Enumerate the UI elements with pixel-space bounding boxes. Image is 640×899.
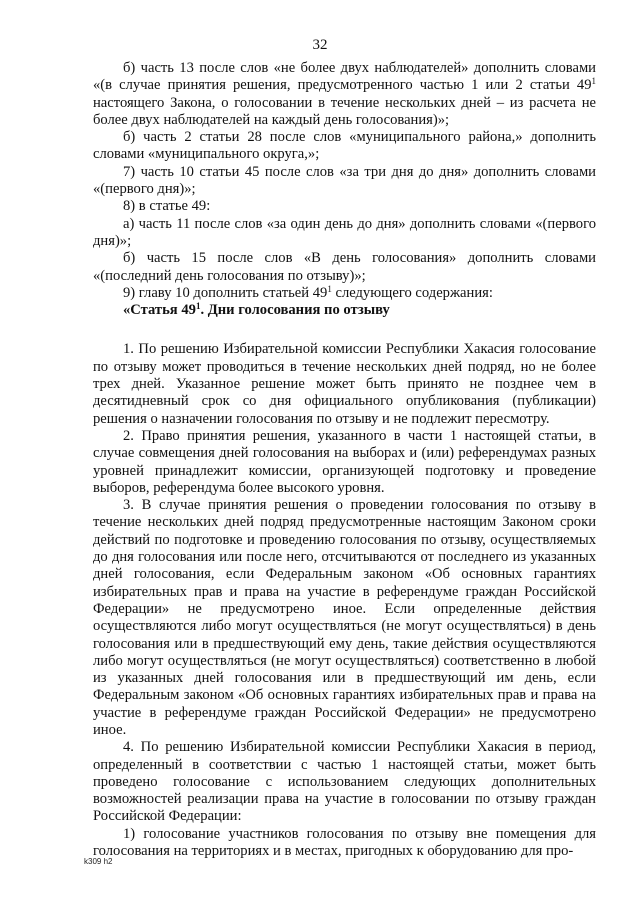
amendment-b-part-13: б) часть 13 после слов «не более двух наблюдателей» дополнить словами «(в случае принятия решения, предусмотренного частью 1 или 2 статьи $49^1$ настоящего Закона, о голосовании в течение нескольких дней – из расчета не более двух наблюдателей на каждый день голосования)»;: [93, 60, 596, 128]
article-paragraph-3: 3. В случае принятия решения о проведении голосования по отзыву в течение нескольких дней подряд предусмотренные настоящим Законом сроки действий по подготовке и проведению голосования по отзыву, осуществляемых до дня голосования или после него, отсчитываются от последнего из указанных дней голосования, если Федеральным законом «Об основных гарантиях избирательных прав и права на участие в референдуме граждан Российской Федерации» не предусмотрено иное. Если определенные действия осуществляются либо могут осуществляться (не могут осуществляться) в день голосования или в предшествующий ему день, такие действия осуществляются либо могут осуществляться (не могут осуществляться) соответственно в любой из указанных дней голосования или в предшествующий им день, если Федеральным законом «Об основных гарантиях избирательных прав и права на участие в референдуме граждан Российской Федерации» не предусмотрено иное.: [93, 497, 596, 738]
amendment-b-part-2: б) часть 2 статьи 28 после слов «муниципального района,» дополнить словами «муниципального округа,»;: [93, 129, 596, 163]
article-paragraph-4: 4. По решению Избирательной комиссии Республики Хакасия в период, определенный в соответствии с частью 1 настоящей статьи, может быть проведено голосование с использованием следующих дополнительных возможностей реализации права на участие в голосовании по отзыву граждан Российской Федерации:: [93, 739, 596, 825]
spacer: [93, 319, 596, 341]
footer-code: k309 h2: [84, 857, 113, 866]
amendment-9: 9) главу 10 дополнить статьей $49^1$ следующего содержания:: [123, 283, 493, 301]
article-paragraph-1: 1. По решению Избирательной комиссии Республики Хакасия голосование по отзыву может проводиться в течение нескольких дней подряд, но не более трех дней. Указанное решение может быть принято не позднее чем в десятидневный срок со дня официального опубликования (публикации) решения о назначении голосования по отзыву и не подлежит пересмотру.: [93, 341, 596, 427]
article-paragraph-2: 2. Право принятия решения, указанного в части 1 настоящей статьи, в случае совмещения дней голосования на выборах и (или) референдумах разных уровней принадлежит комиссии, организующей подготовку и проведение выборов, референдума более высокого уровня.: [93, 427, 596, 496]
page-number: 32: [312, 37, 328, 53]
amendment-b-part-15: б) часть 15 после слов «В день голосования» дополнить словами «(последний день голосования по отзыву)»;: [93, 250, 596, 284]
amendment-7: 7) часть 10 статьи 45 после слов «за три дня до дня» дополнить словами «(первого дня)»;: [93, 163, 596, 198]
article-paragraph-4-item-1: 1) голосование участников голосования по отзыву вне помещения для голосования на территориях и в местах, пригодных к оборудованию для про-: [93, 825, 596, 860]
amendment-8: 8) в статье 49:: [123, 198, 211, 215]
amendment-a-part-11: а) часть 11 после слов «за один день до дня» дополнить словами «(первого дня)»;: [93, 215, 596, 249]
article-heading: «Статья $49^1$. Дни голосования по отзыву: [123, 301, 390, 319]
body-text: [93, 60, 596, 860]
